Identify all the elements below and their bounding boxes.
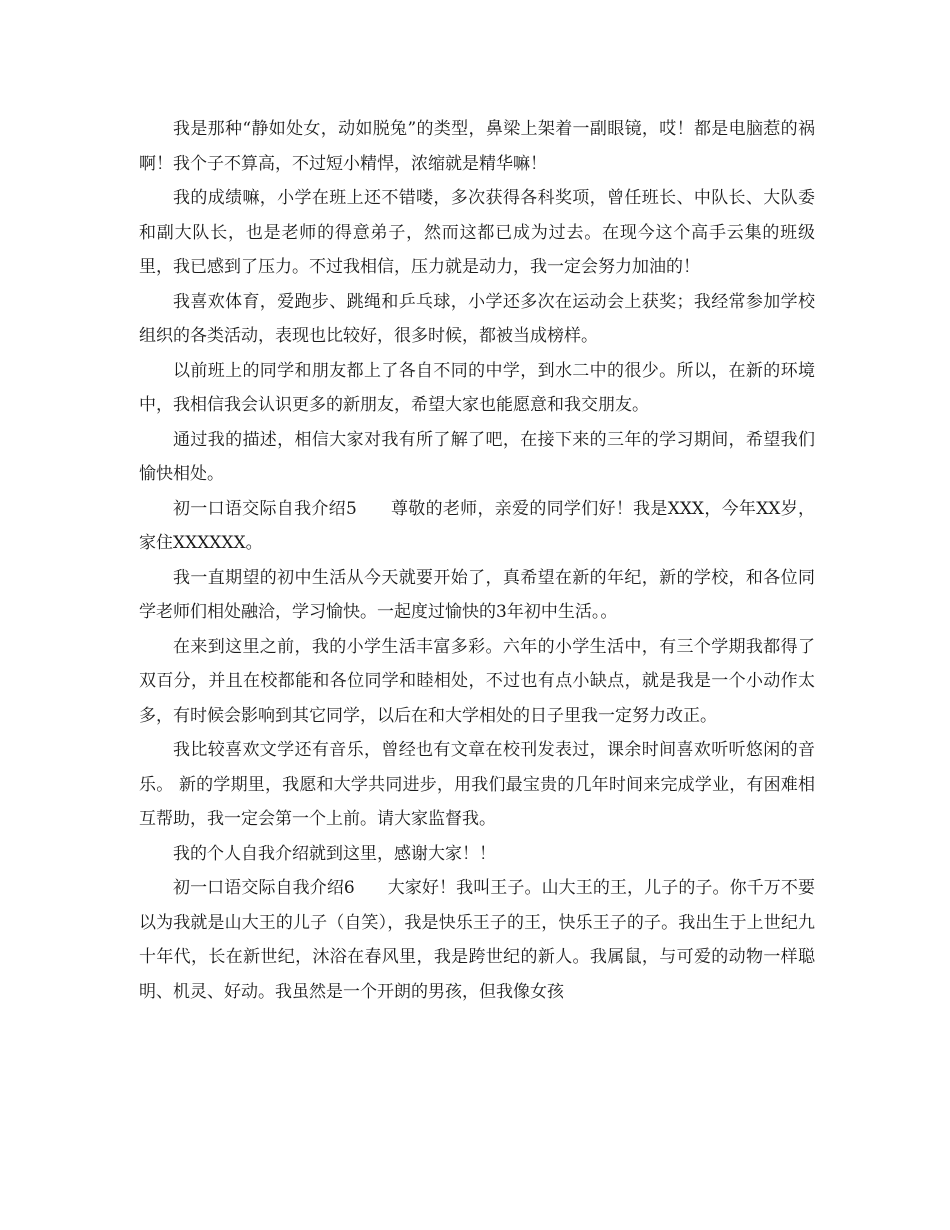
- paragraph-7: 我一直期望的初中生活从今天就要开始了，真希望在新的年纪，新的学校，和各位同学老师们相处融洽，学习愉快。一起度过愉快的3年初中生活。。: [139, 567, 815, 622]
- paragraph-10: 我的个人自我介绍就到这里，感谢大家！！: [173, 843, 496, 864]
- paragraph-1: 我是那种“静如处女，动如脱兔”的类型，鼻梁上架着一副眼镜，哎！都是电脑惹的祸啊！我个子不算高，不过短小精悍，浓缩就是精华嘛！: [139, 119, 815, 174]
- document-page: [139, 112, 815, 1009]
- paragraph-5: 通过我的描述，相信大家对我有所了解了吧，在接下来的三年的学习期间，希望我们愉快相处。: [139, 429, 815, 484]
- paragraph-11: 初一口语交际自我介绍6 大家好！我叫王子。山大王的王，儿子的子。你千万不要以为我就是山大王的儿子（自笑），我是快乐王子的王，快乐王子的子。我出生于上世纪九十年代，长在新世纪，沐浴在春风里，我是跨世纪的新人。我属鼠，与可爱的动物一样聪明、机灵、好动。我虽然是一个开朗的男孩，但我像女孩: [139, 878, 815, 1002]
- paragraph-4: 以前班上的同学和朋友都上了各自不同的中学，到水二中的很少。所以，在新的环境中，我相信我会认识更多的新朋友，希望大家也能愿意和我交朋友。: [139, 360, 815, 415]
- paragraph-8: 在来到这里之前，我的小学生活丰富多彩。六年的小学生活中，有三个学期我都得了双百分，并且在校都能和各位同学和睦相处，不过也有点小缺点，就是我是一个小动作太多，有时候会影响到其它同学，以后在和大学相处的日子里我一定努力改正。: [139, 636, 815, 726]
- paragraph-9: 我比较喜欢文学还有音乐，曾经也有文章在校刊发表过，课余时间喜欢听听悠闲的音乐。 新的学期里，我愿和大学共同进步，用我们最宝贵的几年时间来完成学业，有困难相互帮助，我一定会第一个上前。请大家监督我。: [139, 740, 815, 829]
- paragraph-3: 我喜欢体育，爱跑步、跳绳和乒乓球，小学还多次在运动会上获奖；我经常参加学校组织的各类活动，表现也比较好，很多时候，都被当成榜样。: [139, 291, 815, 346]
- paragraph-6: 初一口语交际自我介绍5 尊敬的老师，亲爱的同学们好！我是XXX，今年XX岁，家住XXXXXX。: [139, 498, 815, 553]
- paragraph-2: 我的成绩嘛，小学在班上还不错喽，多次获得各科奖项，曾任班长、中队长、大队委和副大队长，也是老师的得意弟子，然而这都已成为过去。在现今这个高手云集的班级里，我已感到了压力。不过我相信，压力就是动力，我一定会努力加油的！: [139, 188, 815, 277]
